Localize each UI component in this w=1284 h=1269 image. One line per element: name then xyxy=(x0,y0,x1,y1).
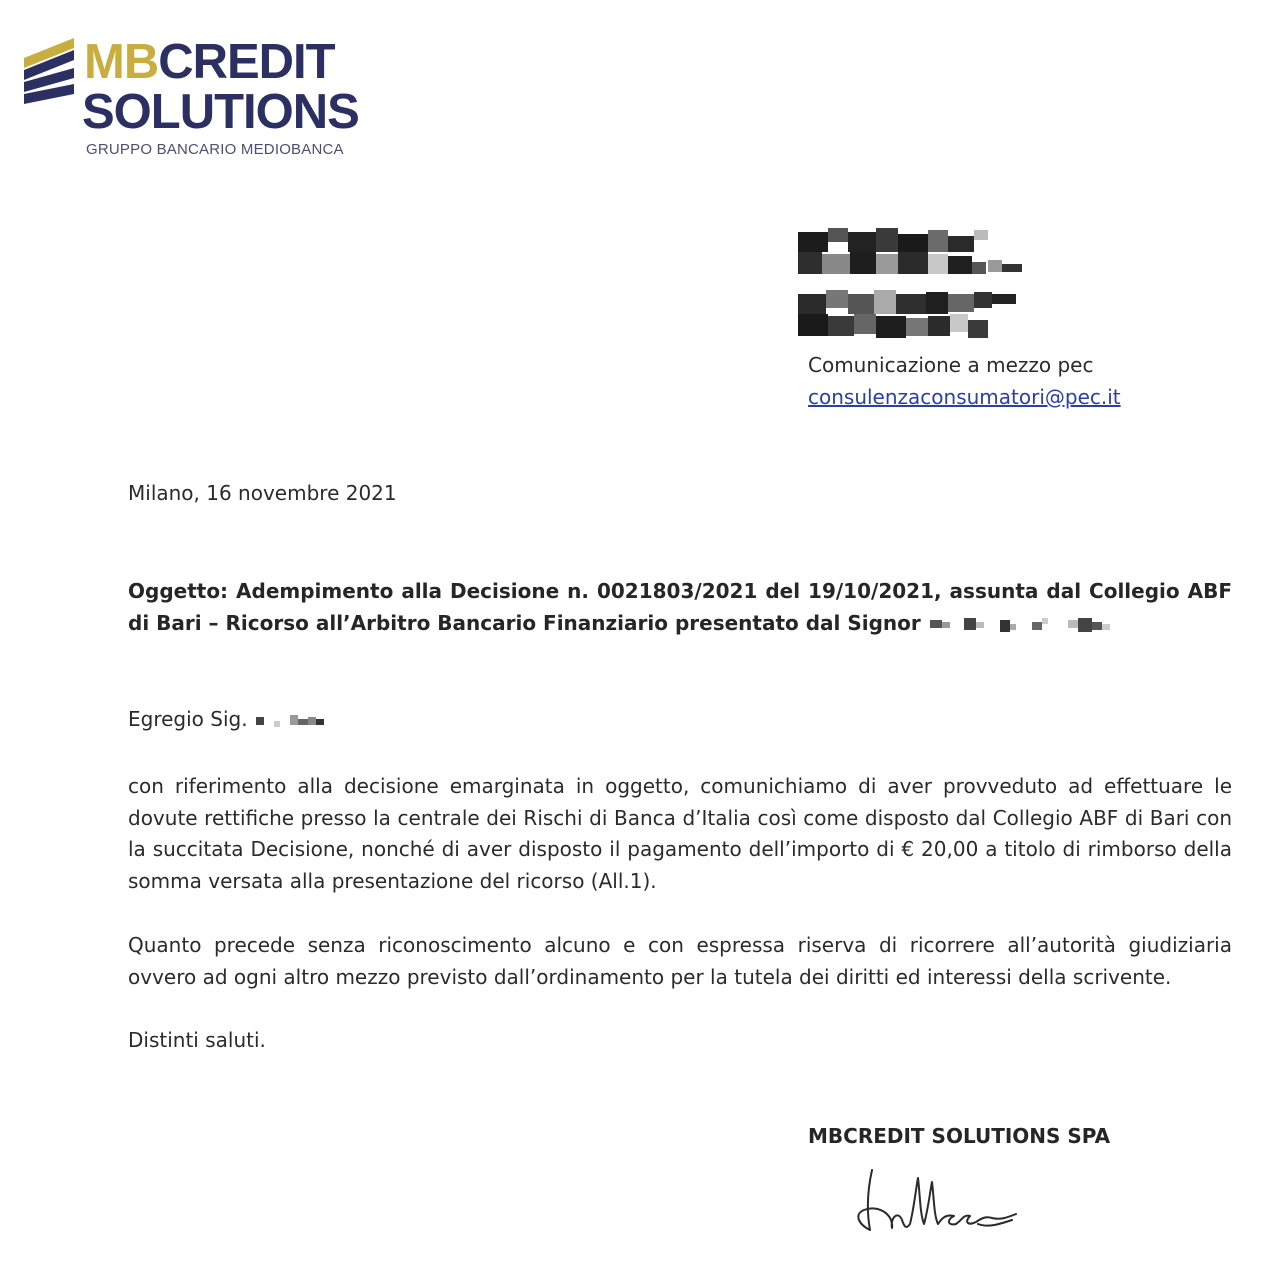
signatory-company: MBCREDIT SOLUTIONS SPA xyxy=(808,1124,1111,1148)
logo-credit: CREDIT xyxy=(158,35,335,89)
redacted-name xyxy=(928,614,1128,636)
letter-paragraph-1: con riferimento alla decisione emarginata in oggetto, comunichiamo di aver provveduto ad effettuare le dovute rettifiche presso la centrale dei Rischi di Banca d’Italia così come disposto dal Collegio ABF di Bari con la succitata Decisione, nonché di aver disposto il pagamento dell’importo di € 20,00 a titolo di rimborso della somma versata alla presentazione del ricorso (All.1). xyxy=(128,774,1232,893)
redacted-address xyxy=(796,224,1028,342)
logo-tagline: GRUPPO BANCARIO MEDIOBANCA xyxy=(86,141,344,158)
pec-email-link[interactable]: consulenzaconsumatori@pec.it xyxy=(808,385,1121,409)
subject-text: Oggetto: Adempimento alla Decisione n. 0021803/2021 del 19/10/2021, assunta dal Collegio ABF di Bari – Ricorso all’Arbitro Bancario Finanziario presentato dal Signor xyxy=(128,579,1232,635)
redacted-name-greeting xyxy=(254,711,344,731)
letter-closing: Distinti saluti. xyxy=(128,1028,266,1052)
logo-wordmark-line2: SOLUTIONS xyxy=(82,85,359,139)
greeting-text: Egregio Sig. xyxy=(128,707,248,731)
letter-subject xyxy=(128,575,1232,639)
handwritten-signature xyxy=(850,1158,1060,1238)
letter-date: Milano, 16 novembre 2021 xyxy=(128,481,397,505)
pec-label: Comunicazione a mezzo pec xyxy=(808,353,1094,377)
logo-wordmark-line1 xyxy=(84,36,335,88)
logo-stripes-icon xyxy=(24,38,80,114)
letter-greeting xyxy=(128,707,344,731)
logo-mb: MB xyxy=(84,35,159,89)
letter-paragraph-2: Quanto precede senza riconoscimento alcuno e con espressa riserva di ricorrere all’autorità giudiziaria ovvero ad ogni altro mezzo previsto dall’ordinamento per la tutela dei diritti ed interessi della scrivente. xyxy=(128,933,1232,989)
